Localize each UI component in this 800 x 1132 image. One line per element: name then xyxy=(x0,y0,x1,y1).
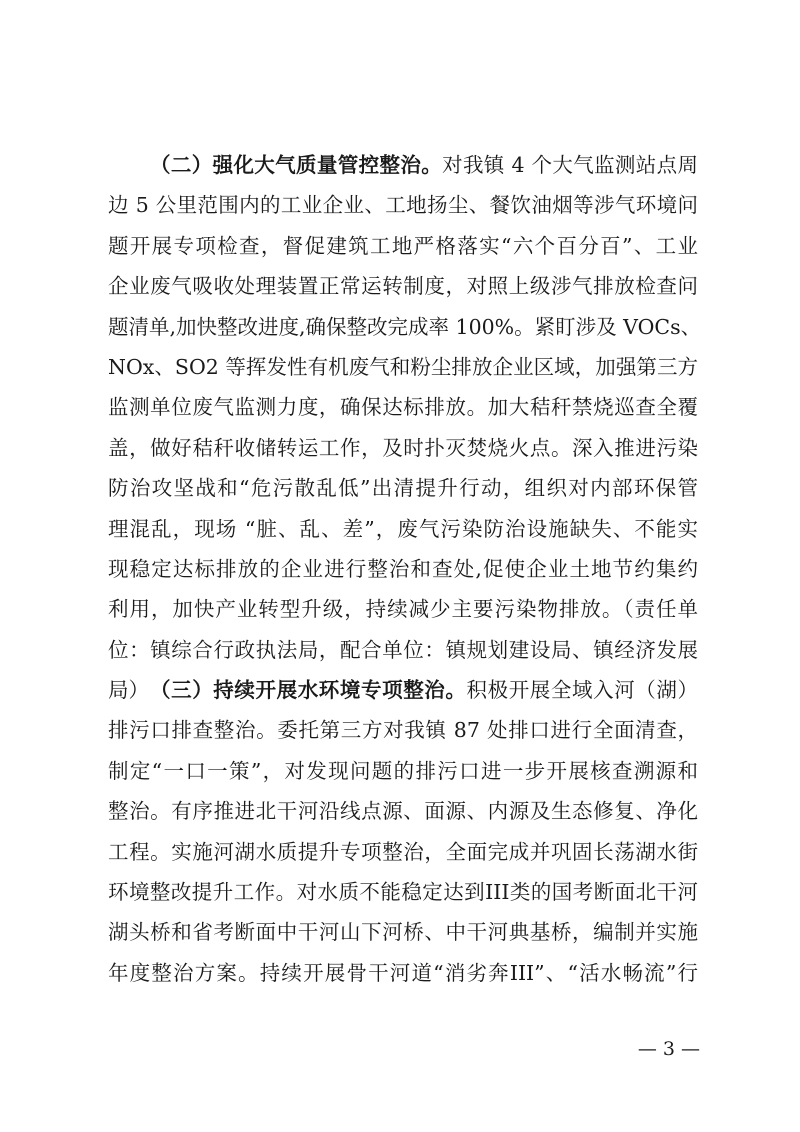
paragraph-line: 局） xyxy=(108,678,149,703)
paragraph-line: 利用，加快产业转型升级，持续减少主要污染物排放。（责任单 xyxy=(108,597,698,622)
paragraph-line: 企业废气吸收处理装置正常运转制度，对照上级涉气排放检查问 xyxy=(108,274,698,299)
paragraph-line: 工程。实施河湖水质提升专项整治，全面完成并巩固长荡湖水街 xyxy=(108,839,698,864)
paragraph-air-quality xyxy=(108,145,702,710)
paragraph-line: 整治。有序推进北干河沿线点源、面源、内源及生态修复、净化 xyxy=(108,799,698,824)
paragraph-line: 题开展专项检查，督促建筑工地严格落实“六个百分百”、工业 xyxy=(108,233,698,258)
page-number: — 3 — xyxy=(637,1038,700,1060)
paragraph-line: 排污口排查整治。委托第三方对我镇 87 处排口进行全面清查， xyxy=(108,718,698,743)
section-heading: （三）持续开展水环境专项整治。 xyxy=(150,678,467,702)
paragraph-line: 监测单位废气监测力度，确保达标排放。加大秸秆禁烧巡查全覆 xyxy=(108,395,698,420)
line-text: 对我镇 4 个大气监测站点周 xyxy=(442,153,699,177)
paragraph-line: 题清单,加快整改进度,确保整改完成率 100%。紧盯涉及 VOCs、 xyxy=(108,314,702,339)
paragraph-line: 理混乱，现场 “脏、乱、差”，废气污染防治设施缺失、不能实 xyxy=(108,516,698,541)
paragraph-line: 防治攻坚战和“危污散乱低”出清提升行动，组织对内部环保管 xyxy=(108,476,698,501)
paragraph-line: 湖头桥和省考断面中干河山下河桥、中干河典基桥，编制并实施 xyxy=(108,920,698,945)
paragraph-line: 边 5 公里范围内的工业企业、工地扬尘、餐饮油烟等涉气环境问 xyxy=(108,193,698,218)
paragraph-line: 年度整治方案。持续开展骨干河道“消劣奔III”、“活水畅流”行 xyxy=(108,960,698,985)
paragraph-line: 盖，做好秸秆收储转运工作，及时扑灭焚烧火点。深入推进污染 xyxy=(108,435,698,460)
section-heading: （二）强化大气质量管控整治。 xyxy=(150,153,443,177)
paragraph-line: 位：镇综合行政执法局，配合单位：镇规划建设局、镇经济发展 xyxy=(108,637,698,662)
paragraph-water-environment xyxy=(108,670,698,993)
line-text: 积极开展全域入河（湖） xyxy=(466,678,698,702)
paragraph-line: NOx、SO2 等挥发性有机废气和粉尘排放企业区域，加强第三方 xyxy=(108,354,698,379)
paragraph-line: 现稳定达标排放的企业进行整治和查处,促使企业土地节约集约 xyxy=(108,556,698,581)
paragraph-line: 环境整改提升工作。对水质不能稳定达到III类的国考断面北干河 xyxy=(108,879,698,904)
paragraph-line: 制定“一口一策”，对发现问题的排污口进一步开展核查溯源和 xyxy=(108,758,698,783)
paragraph-line xyxy=(108,145,698,185)
paragraph-line xyxy=(108,670,698,710)
